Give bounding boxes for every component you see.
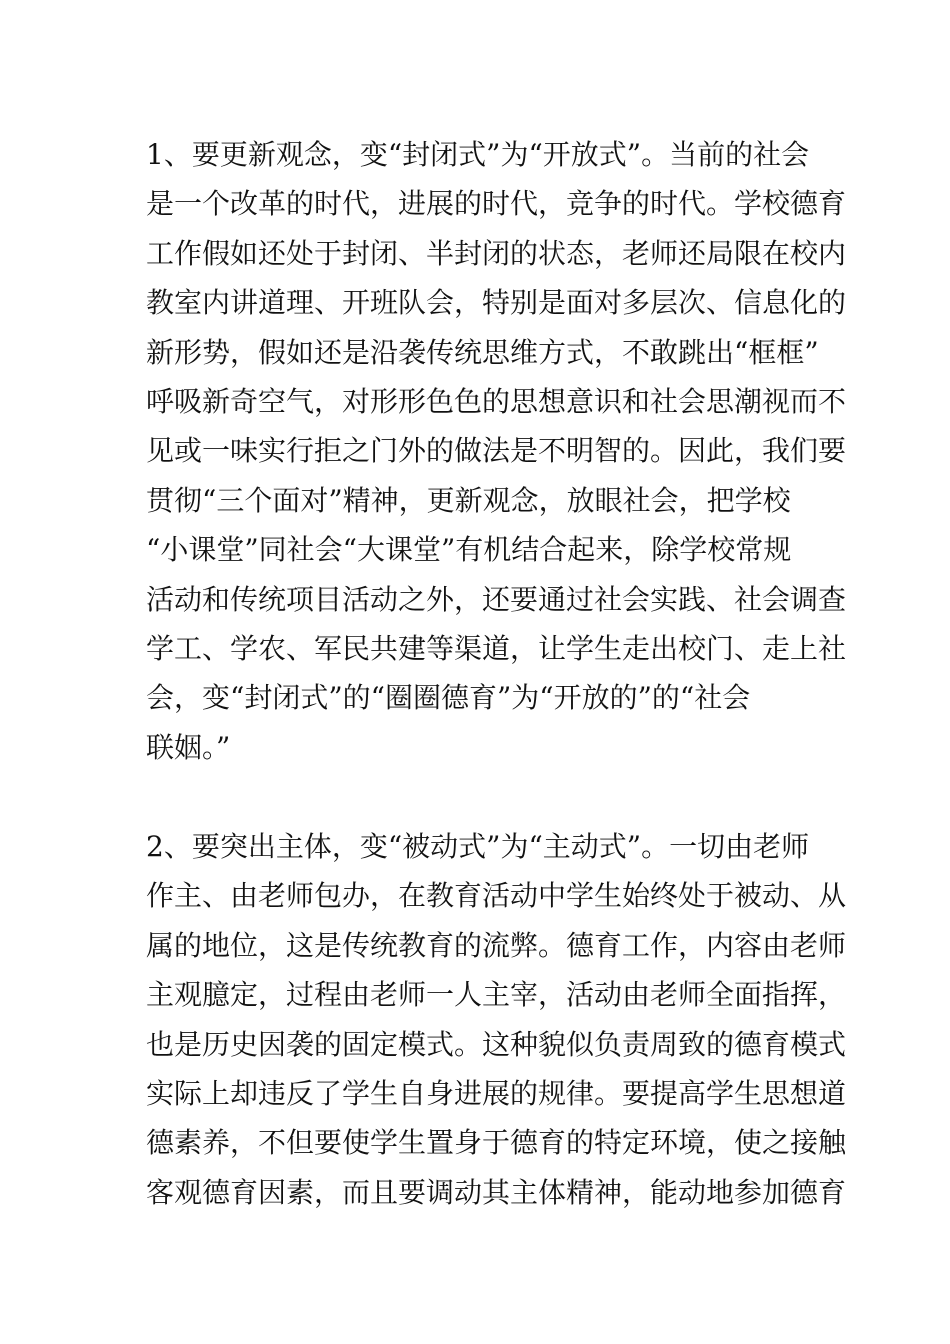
paragraph-2 [146, 822, 847, 1217]
text-line: 2、要突出主体，变“被动式”为“主动式”。一切由老师 [146, 830, 810, 863]
text-line: 呼吸新奇空气，对形形色色的思想意识和社会思潮视而不 [146, 384, 847, 418]
paragraph-1 [146, 130, 847, 772]
text-line: 新形势，假如还是沿袭传统思维方式，不敢跳出“框框” [146, 335, 819, 369]
text-line: 贯彻“三个面对”精神，更新观念，放眼社会，把学校 [146, 483, 791, 517]
text-line: 联姻。” [146, 730, 231, 764]
text-line: 是一个改革的时代，进展的时代，竞争的时代。学校德育 [146, 187, 847, 221]
text-line: 作主、由老师包办，在教育活动中学生始终处于被动、从 [146, 879, 847, 913]
text-line: 见或一味实行拒之门外的做法是不明智的。因此，我们要 [146, 434, 847, 468]
text-line: 教室内讲道理、开班队会，特别是面对多层次、信息化的 [146, 286, 847, 320]
text-line: 学工、学农、军民共建等渠道，让学生走出校门、走上社 [146, 631, 847, 665]
text-line: 工作假如还处于封闭、半封闭的状态，老师还局限在校内 [146, 236, 847, 270]
text-line: 会，变“封闭式”的“圈圈德育”为“开放的”的“社会 [146, 681, 751, 715]
text-line: 活动和传统项目活动之外，还要通过社会实践、社会调查 [146, 582, 847, 616]
text-line: 客观德育因素，而且要调动其主体精神，能动地参加德育 [146, 1175, 847, 1209]
text-line: 实际上却违反了学生自身进展的规律。要提高学生思想道 [146, 1076, 847, 1110]
text-line: 也是历史因袭的固定模式。这种貌似负责周致的德育模式 [146, 1027, 847, 1061]
text-line: 1、要更新观念，变“封闭式”为“开放式”。当前的社会 [146, 138, 810, 171]
text-line: “小课堂”同社会“大课堂”有机结合起来，除学校常规 [146, 533, 792, 567]
text-line: 属的地位，这是传统教育的流弊。德育工作，内容由老师 [146, 928, 847, 962]
text-line: 主观臆定，过程由老师一人主宰，活动由老师全面指挥， [146, 978, 847, 1012]
text-line: 德素养，不但要使学生置身于德育的特定环境，使之接触 [146, 1126, 847, 1160]
